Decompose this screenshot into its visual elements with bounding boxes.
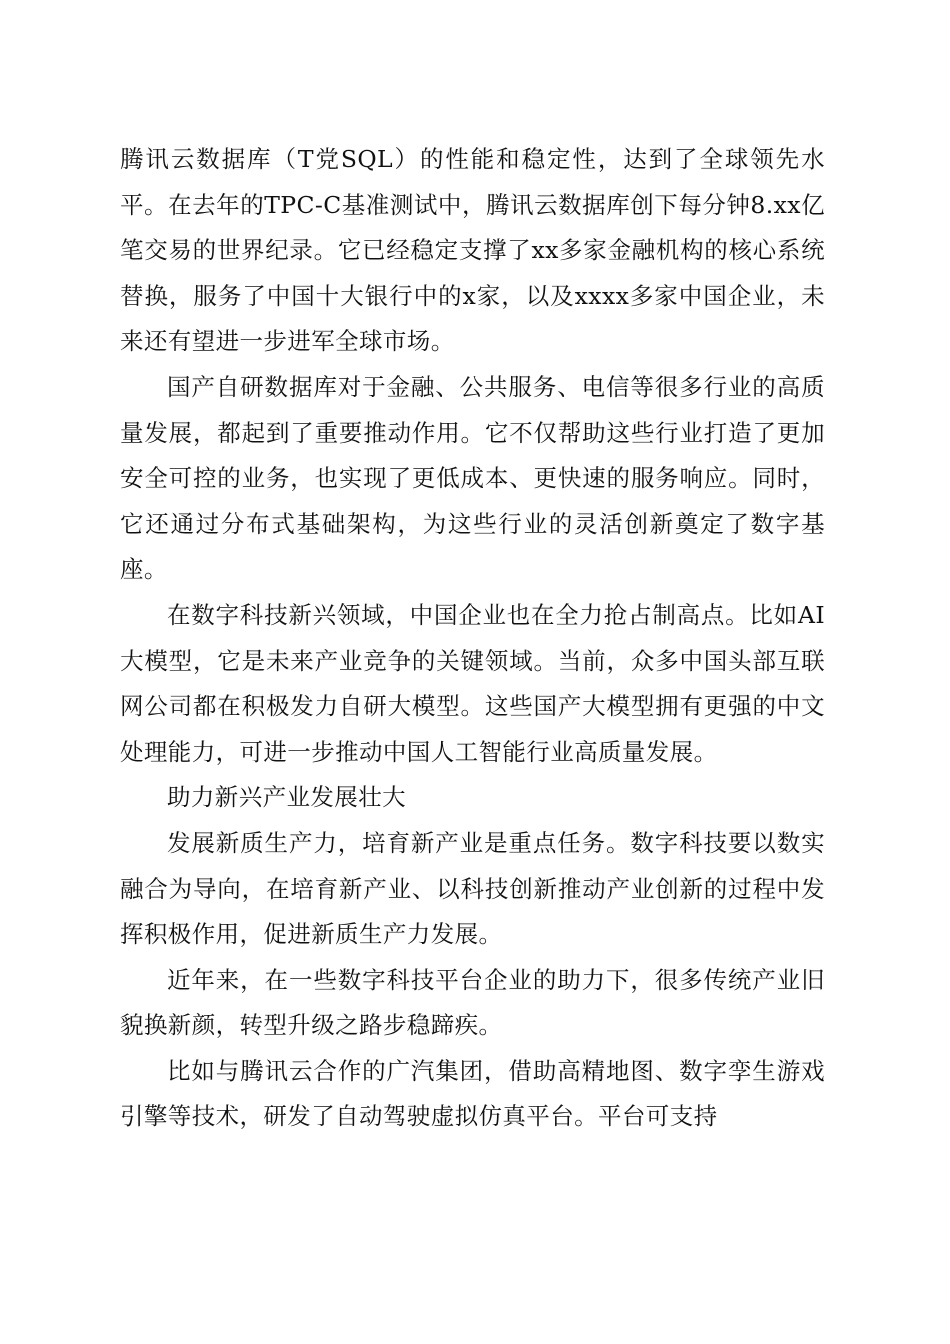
section-heading: 助力新兴产业发展壮大 bbox=[167, 783, 406, 812]
paragraph-ai-models: 在数字科技新兴领域，中国企业也在全力抢占制高点。比如AI大模型，它是未来产业竞争的关键领域。当前，众多中国头部互联网公司都在积极发力自研大模型。这些国产大模型拥有更强的中文处理能力，可进一步推动中国人工智能行业高质量发展。 bbox=[120, 600, 825, 766]
paragraph-traditional-industries: 近年来，在一些数字科技平台企业的助力下，很多传统产业旧貌换新颜，转型升级之路步稳蹄疾。 bbox=[120, 965, 825, 1040]
paragraph-gac-example: 比如与腾讯云合作的广汽集团，借助高精地图、数字孪生游戏引擎等技术，研发了自动驾驶虚拟仿真平台。平台可支持 bbox=[120, 1056, 825, 1131]
paragraph-domestic-database: 国产自研数据库对于金融、公共服务、电信等很多行业的高质量发展，都起到了重要推动作用。它不仅帮助这些行业打造了更加安全可控的业务，也实现了更低成本、更快速的服务响应。同时，它还通过分布式基础架构，为这些行业的灵活创新奠定了数字基座。 bbox=[120, 372, 825, 584]
paragraph-new-productivity: 发展新质生产力，培育新产业是重点任务。数字科技要以数实融合为导向，在培育新产业、以科技创新推动产业创新的过程中发挥积极作用，促进新质生产力发展。 bbox=[120, 828, 825, 949]
document-body bbox=[120, 137, 825, 1140]
paragraph-database-performance: 腾讯云数据库（T党SQL）的性能和稳定性，达到了全球领先水平。在去年的TPC-C基准测试中，腾讯云数据库创下每分钟8.xx亿笔交易的世界纪录。它已经稳定支撑了xx多家金融机构的核心系统替换，服务了中国十大银行中的x家，以及xxxx多家中国企业，未来还有望进一步进军全球市场。 bbox=[120, 145, 825, 356]
